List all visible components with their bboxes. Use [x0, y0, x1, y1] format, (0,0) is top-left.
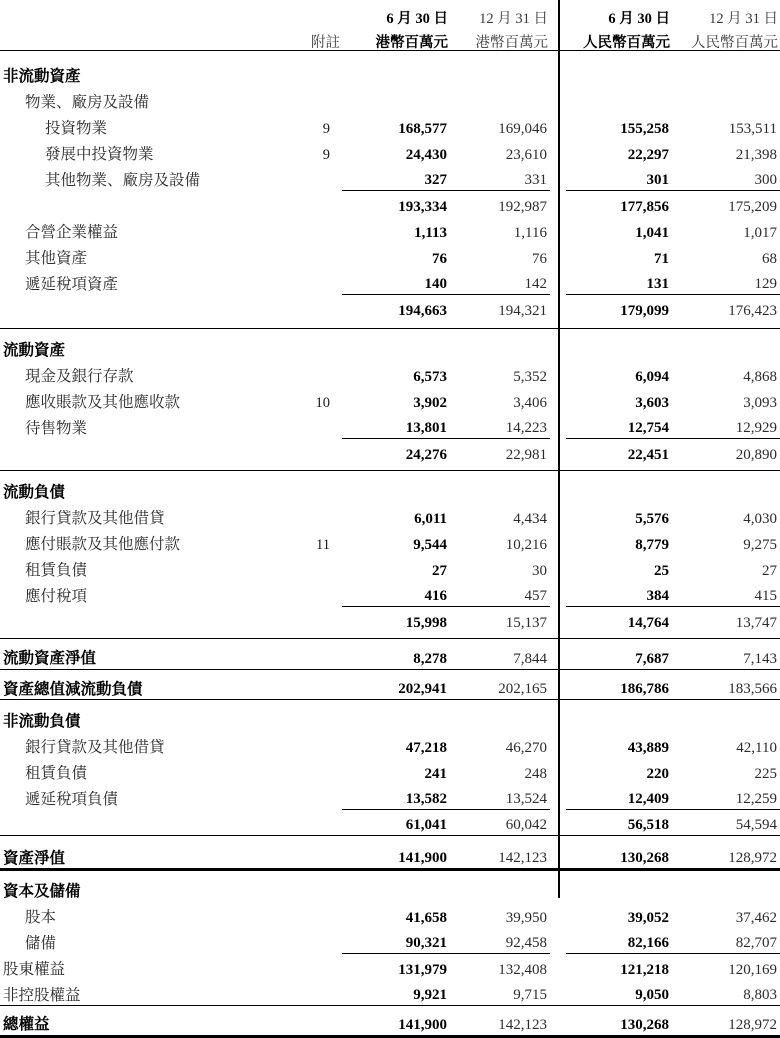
value-rmb-previous: 3,093	[743, 394, 777, 411]
value-rmb-previous: 4,030	[743, 510, 777, 527]
total-hkd-current: 15,998	[342, 607, 450, 633]
value-hkd-current: 13,801	[405, 420, 447, 436]
row-note	[290, 269, 342, 295]
value-hkd-previous: 13,524	[505, 791, 547, 807]
subtotal-hkd-current: 193,334	[342, 191, 450, 217]
header-unit-rmb-current: 人民幣百萬元	[583, 34, 670, 51]
value-rmb-previous: 183,566	[728, 681, 777, 697]
subtotal-row-ppe	[0, 191, 780, 217]
header-spacer	[0, 0, 290, 26]
table-row	[0, 217, 780, 243]
total-row-current-assets	[0, 439, 780, 465]
row-label: 資產淨值	[3, 849, 66, 867]
table-row	[0, 529, 780, 555]
table-row	[0, 928, 780, 954]
total-rmb-previous: 20,890	[672, 439, 780, 465]
total-rmb-previous: 54,594	[672, 810, 780, 836]
value-rmb-previous: 68	[762, 250, 777, 267]
total-row-non-current-assets	[0, 295, 780, 321]
table-row	[0, 113, 780, 139]
row-shareholders-equity	[0, 954, 780, 980]
total-rmb-current: 14,764	[566, 607, 672, 633]
subtotal-rmb-previous: 175,209	[672, 191, 780, 217]
value-hkd-current: 416	[424, 588, 447, 604]
group-label-ppe	[0, 87, 780, 113]
value-hkd-current: 1,113	[414, 224, 447, 241]
table-row	[0, 165, 780, 191]
value-hkd-current: 9,921	[413, 987, 447, 1003]
value-hkd-previous: 92,458	[505, 935, 547, 951]
value-hkd-current: 6,573	[413, 368, 447, 385]
table-row	[0, 269, 780, 295]
value-rmb-current: 71	[654, 250, 669, 267]
table-row	[0, 581, 780, 607]
value-hkd-current: 3,902	[413, 394, 447, 411]
table-row	[0, 361, 780, 387]
header-unit-rmb-previous: 人民幣百萬元	[691, 34, 778, 51]
value-rmb-current: 82,166	[627, 935, 669, 951]
section-heading-current-assets	[0, 335, 780, 361]
value-hkd-current: 241	[424, 765, 447, 782]
value-rmb-current: 130,268	[620, 850, 669, 866]
value-hkd-current: 76	[432, 250, 447, 267]
row-label: 投資物業	[45, 120, 108, 137]
value-rmb-current: 131	[646, 276, 669, 292]
value-rmb-previous: 12,929	[735, 420, 777, 436]
total-hkd-current: 61,041	[342, 810, 450, 836]
table-row	[0, 555, 780, 581]
value-rmb-current: 1,041	[635, 224, 669, 241]
section-heading-capital-and-reserves	[0, 876, 780, 902]
row-note	[290, 361, 342, 387]
value-hkd-previous: 46,270	[505, 739, 547, 756]
value-hkd-previous: 142,123	[498, 1016, 547, 1033]
value-hkd-previous: 10,216	[505, 536, 547, 553]
value-rmb-current: 25	[654, 562, 669, 579]
row-note	[290, 784, 342, 810]
value-hkd-current: 6,011	[414, 510, 447, 527]
value-rmb-current: 8,779	[635, 536, 669, 553]
value-hkd-current: 41,658	[405, 909, 447, 926]
value-hkd-previous: 5,352	[513, 368, 547, 385]
value-rmb-previous: 128,972	[728, 850, 777, 866]
row-note	[290, 555, 342, 581]
row-note	[290, 217, 342, 243]
row-label: 其他資產	[25, 250, 88, 267]
value-rmb-current: 155,258	[620, 120, 669, 137]
header-date-hkd-previous: 12 月 31 日	[479, 10, 548, 27]
section-heading-non-current-assets	[0, 61, 780, 87]
total-hkd-current: 24,276	[342, 439, 450, 465]
total-hkd-current: 194,663	[342, 295, 450, 321]
table-row	[0, 387, 780, 413]
group-title: 物業、廠房及設備	[25, 94, 150, 111]
value-rmb-current: 121,218	[566, 954, 672, 980]
double-rule-below-total-equity	[0, 1036, 780, 1038]
value-hkd-current: 141,900	[398, 1016, 447, 1033]
total-rmb-current: 56,518	[566, 810, 672, 836]
value-rmb-current: 220	[646, 765, 669, 782]
section-title: 資本及儲備	[3, 883, 81, 900]
value-rmb-previous: 42,110	[736, 739, 777, 756]
total-hkd-previous: 22,981	[450, 439, 550, 465]
value-hkd-previous: 142	[524, 276, 547, 292]
total-rmb-previous: 13,747	[672, 607, 780, 633]
row-label: 銀行貸款及其他借貸	[25, 739, 165, 756]
total-row-current-liabilities	[0, 607, 780, 633]
value-rmb-current: 43,889	[627, 739, 669, 756]
value-rmb-current: 5,576	[635, 510, 669, 527]
subtotal-hkd-previous: 192,987	[450, 191, 550, 217]
value-hkd-previous: 3,406	[513, 394, 547, 411]
value-rmb-current: 301	[646, 172, 669, 188]
total-rmb-current: 179,099	[566, 295, 672, 321]
value-rmb-previous: 225	[754, 765, 777, 782]
row-total-assets-less-current-liabilities	[0, 670, 780, 700]
value-hkd-previous: 169,046	[498, 120, 547, 137]
value-rmb-previous: 82,707	[735, 935, 777, 951]
value-rmb-previous: 300	[754, 172, 777, 188]
header-note-spacer	[290, 0, 342, 26]
row-total-equity	[0, 1006, 780, 1036]
value-hkd-current: 13,582	[405, 791, 447, 807]
row-net-current-assets	[0, 639, 780, 669]
header-unit-hkd-previous: 港幣百萬元	[475, 34, 548, 51]
value-hkd-current: 47,218	[405, 739, 447, 756]
table-row	[0, 503, 780, 529]
row-label: 其他物業、廠房及設備	[45, 172, 201, 189]
row-label: 遞延稅項資產	[25, 276, 119, 293]
header-note-label: 附註	[311, 34, 340, 51]
row-label: 發展中投資物業	[45, 146, 154, 163]
value-hkd-previous: 248	[524, 765, 547, 782]
total-hkd-previous: 194,321	[450, 295, 550, 321]
value-rmb-previous: 120,169	[672, 954, 780, 980]
row-label: 應付稅項	[25, 588, 88, 605]
value-rmb-current: 6,094	[635, 368, 669, 385]
value-rmb-current: 12,409	[627, 791, 669, 807]
rule-line	[0, 1036, 780, 1038]
total-row-non-current-liabilities	[0, 810, 780, 836]
total-rmb-current: 22,451	[566, 439, 672, 465]
table-row	[0, 243, 780, 269]
value-hkd-current: 24,430	[405, 146, 447, 163]
value-hkd-current: 327	[424, 172, 447, 188]
row-label: 資產總值減流動負債	[3, 680, 143, 698]
value-rmb-previous: 1,017	[743, 224, 777, 241]
value-rmb-previous: 8,803	[743, 987, 777, 1003]
value-rmb-previous: 7,143	[743, 650, 777, 667]
row-label: 待售物業	[25, 420, 88, 437]
total-hkd-previous: 60,042	[450, 810, 550, 836]
value-hkd-current: 27	[432, 562, 447, 579]
value-rmb-previous: 37,462	[735, 909, 777, 926]
value-hkd-previous: 457	[524, 588, 547, 604]
header-date-rmb-current: 6 月 30 日	[608, 10, 670, 27]
section-heading-non-current-liabilities	[0, 706, 780, 732]
value-hkd-current: 8,278	[413, 650, 447, 667]
row-label: 租賃負債	[25, 765, 88, 782]
value-rmb-previous: 27	[762, 562, 777, 579]
value-hkd-previous: 202,165	[498, 681, 547, 697]
section-title: 流動資產	[3, 342, 66, 359]
row-note: 11	[316, 537, 330, 553]
value-rmb-previous: 128,972	[728, 1016, 777, 1033]
row-note	[290, 581, 342, 607]
value-hkd-current: 141,900	[398, 850, 447, 866]
currency-block-divider	[558, 0, 560, 898]
row-note	[290, 413, 342, 439]
value-hkd-previous: 23,610	[505, 146, 547, 163]
table-row	[0, 758, 780, 784]
row-label: 現金及銀行存款	[25, 368, 134, 385]
spacer	[0, 321, 780, 329]
row-label: 儲備	[25, 935, 57, 952]
row-label: 應收賬款及其他應收款	[25, 394, 181, 411]
table-row	[0, 139, 780, 165]
value-rmb-current: 39,052	[627, 909, 669, 926]
row-note: 10	[315, 395, 330, 411]
value-hkd-previous: 331	[524, 172, 547, 188]
value-hkd-previous: 76	[532, 250, 547, 267]
row-label: 租賃負債	[25, 562, 88, 579]
value-rmb-previous: 12,259	[735, 791, 777, 807]
value-hkd-previous: 7,844	[513, 650, 547, 667]
row-note	[290, 732, 342, 758]
value-hkd-previous: 132,408	[450, 954, 550, 980]
row-label: 銀行貸款及其他借貸	[25, 510, 165, 527]
total-hkd-previous: 15,137	[450, 607, 550, 633]
table-row	[0, 784, 780, 810]
row-note	[290, 758, 342, 784]
row-note: 9	[322, 121, 330, 137]
table-header-dates	[0, 0, 780, 26]
section-title: 流動負債	[3, 484, 66, 501]
value-hkd-current: 90,321	[405, 935, 447, 951]
value-rmb-current: 3,603	[635, 394, 669, 411]
value-hkd-previous: 30	[532, 562, 547, 579]
value-rmb-previous: 129	[754, 276, 777, 292]
value-rmb-previous: 4,868	[743, 368, 777, 385]
value-rmb-current: 9,050	[635, 987, 669, 1003]
value-rmb-current: 22,297	[627, 146, 669, 163]
section-title: 非流動資產	[3, 68, 81, 85]
row-note: 9	[322, 147, 330, 163]
row-note	[290, 165, 342, 191]
value-rmb-previous: 9,275	[743, 536, 777, 553]
value-rmb-current: 384	[646, 588, 669, 604]
row-non-controlling-interests	[0, 980, 780, 1006]
header-unit-hkd-current: 港幣百萬元	[375, 34, 448, 51]
value-rmb-current: 7,687	[635, 650, 669, 667]
value-rmb-previous: 415	[754, 588, 777, 604]
value-hkd-previous: 1,116	[513, 224, 547, 241]
value-hkd-previous: 14,223	[505, 420, 547, 436]
value-hkd-current: 168,577	[398, 120, 447, 137]
value-hkd-previous: 9,715	[513, 987, 547, 1003]
value-rmb-current: 12,754	[627, 420, 669, 436]
row-label: 總權益	[3, 1016, 50, 1033]
row-label: 股東權益	[3, 961, 66, 978]
value-hkd-current: 202,941	[398, 681, 447, 697]
row-label: 合營企業權益	[25, 224, 119, 241]
value-rmb-previous: 21,398	[735, 146, 777, 163]
value-rmb-current: 186,786	[620, 681, 669, 697]
table-row	[0, 413, 780, 439]
row-label: 應付賬款及其他應付款	[25, 536, 181, 553]
row-label: 遞延稅項負債	[25, 791, 119, 808]
value-rmb-current: 130,268	[620, 1016, 669, 1033]
value-rmb-previous: 153,511	[728, 120, 777, 137]
row-note	[290, 243, 342, 269]
table-header-units	[0, 26, 780, 51]
value-hkd-current: 9,544	[413, 536, 447, 553]
value-hkd-current: 131,979	[342, 954, 450, 980]
row-label: 流動資產淨值	[3, 650, 97, 667]
row-note	[290, 503, 342, 529]
header-spacer-2	[0, 26, 290, 51]
subtotal-rmb-current: 177,856	[566, 191, 672, 217]
total-rmb-previous: 176,423	[672, 295, 780, 321]
table-row	[0, 732, 780, 758]
row-label: 股本	[25, 909, 57, 926]
value-hkd-current: 140	[424, 276, 447, 292]
header-date-rmb-previous: 12 月 31 日	[709, 10, 778, 27]
row-note	[290, 928, 342, 954]
section-heading-current-liabilities	[0, 477, 780, 503]
row-net-assets	[0, 840, 780, 870]
header-date-hkd-current: 6 月 30 日	[386, 10, 448, 27]
value-hkd-previous: 142,123	[498, 850, 547, 866]
value-hkd-previous: 39,950	[505, 909, 547, 926]
value-hkd-previous: 4,434	[513, 510, 547, 527]
row-label: 非控股權益	[3, 986, 81, 1004]
section-title: 非流動負債	[3, 713, 81, 730]
